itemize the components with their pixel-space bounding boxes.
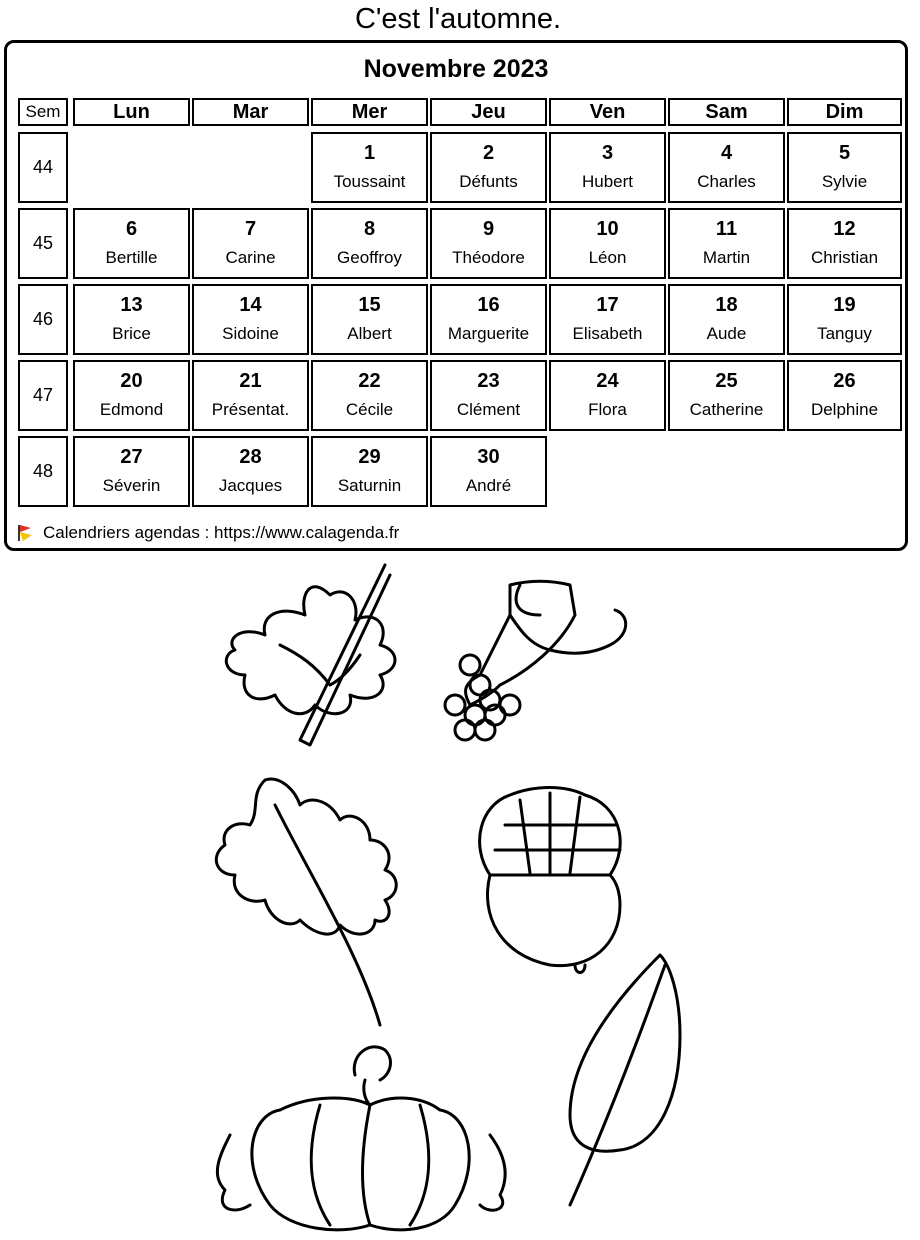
saint-name: Cécile <box>345 400 394 419</box>
day-cell <box>430 132 547 203</box>
header-lun: Lun <box>73 98 190 126</box>
saint-name: Léon <box>588 248 627 267</box>
saint-name: Sidoine <box>222 324 279 343</box>
saint-name: Catherine <box>689 400 764 419</box>
day-cell <box>311 132 428 203</box>
day-number: 7 <box>244 218 257 240</box>
header-sam: Sam <box>668 98 785 126</box>
saint-name: Séverin <box>102 476 161 495</box>
saint-name: Toussaint <box>333 172 406 191</box>
day-cell <box>668 208 785 279</box>
saint-name: Martin <box>702 248 751 267</box>
day-number: 11 <box>715 218 738 240</box>
day-cell <box>549 132 666 203</box>
acorn-icon <box>480 788 621 973</box>
header-dim: Dim <box>787 98 902 126</box>
day-cell <box>668 360 785 431</box>
day-cell <box>192 360 309 431</box>
day-number: 18 <box>715 294 738 316</box>
saint-name: Elisabeth <box>572 324 643 343</box>
calendar-footer <box>17 523 399 543</box>
header-jeu: Jeu <box>430 98 547 126</box>
day-number: 28 <box>239 446 262 468</box>
day-number: 21 <box>239 370 262 392</box>
week-number: 48 <box>18 436 68 507</box>
saint-name: Edmond <box>99 400 164 419</box>
day-number: 24 <box>596 370 619 392</box>
day-number: 20 <box>120 370 143 392</box>
saint-name: Geoffroy <box>337 248 402 267</box>
saint-name: Delphine <box>810 400 879 419</box>
oak-leaf-icon <box>216 779 396 1025</box>
day-cell <box>192 284 309 355</box>
week-number: 47 <box>18 360 68 431</box>
day-number: 3 <box>601 142 614 164</box>
saint-name: Flora <box>588 400 627 419</box>
header-week: Sem <box>18 98 68 126</box>
day-number: 13 <box>120 294 143 316</box>
day-number: 29 <box>358 446 381 468</box>
header-ven: Ven <box>549 98 666 126</box>
day-cell <box>668 284 785 355</box>
day-cell <box>787 132 902 203</box>
day-cell <box>430 360 547 431</box>
pumpkin-icon <box>217 1047 505 1230</box>
day-number: 10 <box>596 218 619 240</box>
day-cell <box>73 436 190 507</box>
day-number: 4 <box>720 142 733 164</box>
header-mar: Mar <box>192 98 309 126</box>
day-number: 27 <box>120 446 143 468</box>
saint-name: Clément <box>456 400 521 419</box>
saint-name: Sylvie <box>821 172 868 191</box>
calendar-grid <box>18 98 902 510</box>
day-cell <box>311 208 428 279</box>
day-cell <box>549 360 666 431</box>
week-number: 45 <box>18 208 68 279</box>
day-cell <box>311 360 428 431</box>
saint-name: Christian <box>810 248 879 267</box>
corn-cob-icon <box>445 581 626 740</box>
day-cell <box>311 284 428 355</box>
week-number: 46 <box>18 284 68 355</box>
day-cell <box>73 360 190 431</box>
day-cell <box>549 284 666 355</box>
day-number: 12 <box>833 218 856 240</box>
saint-name: André <box>465 476 512 495</box>
day-number: 14 <box>239 294 262 316</box>
week-number: 44 <box>18 132 68 203</box>
day-number: 16 <box>477 294 500 316</box>
day-cell <box>787 284 902 355</box>
day-number: 8 <box>363 218 376 240</box>
saint-name: Jacques <box>218 476 283 495</box>
day-cell <box>430 208 547 279</box>
day-cell <box>787 208 902 279</box>
leaf-icon <box>570 955 680 1205</box>
day-cell <box>192 208 309 279</box>
day-cell <box>73 208 190 279</box>
calendar-month-title: Novembre 2023 <box>363 55 549 83</box>
calendar-frame <box>4 40 908 551</box>
saint-name: Défunts <box>459 172 518 191</box>
day-cell <box>192 436 309 507</box>
saint-name: Marguerite <box>447 324 530 343</box>
saint-name: Carine <box>225 248 276 267</box>
day-number: 25 <box>715 370 738 392</box>
day-number: 17 <box>596 294 619 316</box>
day-cell <box>668 132 785 203</box>
day-cell <box>430 284 547 355</box>
saint-name: Tanguy <box>817 324 872 343</box>
saint-name: Brice <box>112 324 151 343</box>
header-mer: Mer <box>311 98 428 126</box>
day-number: 19 <box>833 294 856 316</box>
day-cell <box>430 436 547 507</box>
day-number: 15 <box>358 294 381 316</box>
saint-name: Hubert <box>581 172 634 191</box>
saint-name: Bertille <box>105 248 158 267</box>
saint-name: Théodore <box>452 248 525 267</box>
day-number: 6 <box>125 218 138 240</box>
day-number: 23 <box>477 370 500 392</box>
saint-name: Albert <box>347 324 392 343</box>
day-number: 5 <box>838 142 851 164</box>
day-number: 9 <box>482 218 495 240</box>
saint-name: Charles <box>697 172 756 191</box>
calagenda-flag-icon <box>17 524 35 542</box>
day-cell <box>787 360 902 431</box>
day-cell <box>549 208 666 279</box>
day-number: 2 <box>482 142 495 164</box>
day-cell <box>73 284 190 355</box>
day-number: 1 <box>363 142 376 164</box>
saint-name: Aude <box>706 324 747 343</box>
saint-name: Saturnin <box>337 476 402 495</box>
day-number: 30 <box>477 446 500 468</box>
saint-name: Présentat. <box>211 400 290 419</box>
page-title: C'est l'automne. <box>354 3 562 35</box>
day-number: 26 <box>833 370 856 392</box>
day-cell <box>311 436 428 507</box>
day-number: 22 <box>358 370 381 392</box>
footer-text[interactable]: Calendriers agendas : https://www.calagenda.fr <box>43 523 400 542</box>
autumn-coloring-illustration <box>190 555 730 1235</box>
maple-leaf-icon <box>226 565 395 745</box>
